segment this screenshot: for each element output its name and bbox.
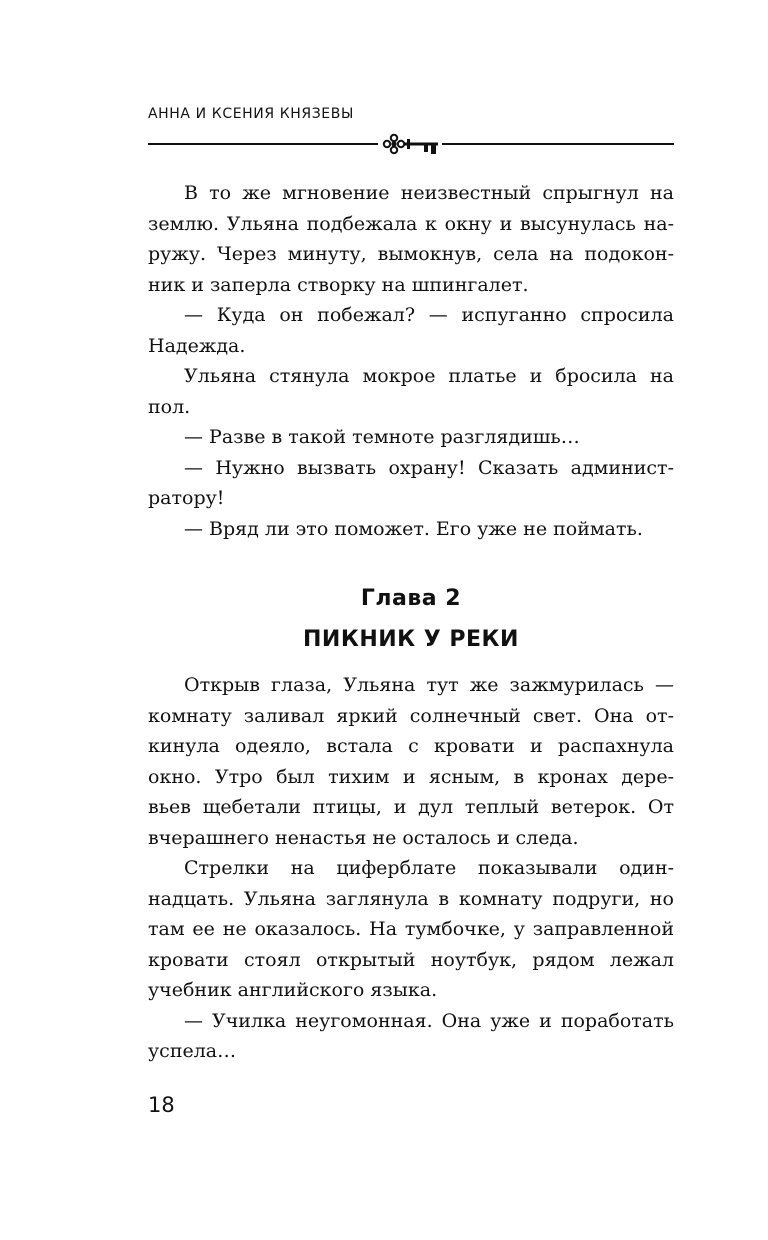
- text-line: В то же мгновение неизвестный спрыгнул на: [184, 182, 674, 204]
- key-icon: [378, 132, 442, 158]
- text-line: вчерашнего ненастья не осталось и следа.: [148, 826, 579, 849]
- text-line: землю. Ульяна подбежала к окну и высунулась на-: [148, 212, 674, 235]
- text-line: вьев щебетали птицы, и дул теплый ветерок. От: [148, 796, 674, 818]
- text-line: комнату заливал яркий солнечный свет. Она от-: [148, 704, 674, 727]
- text-line: пол.: [148, 395, 191, 418]
- text-line: — Разве в такой темноте разглядишь…: [184, 426, 580, 448]
- text-line: — Нужно вызвать охрану! Сказать админист-: [184, 456, 674, 479]
- text-line: там ее не оказалось. На тумбочке, у заправленной: [148, 918, 674, 940]
- text-line: Стрелки на циферблате показывали один-: [184, 857, 674, 879]
- text-line: — Училка неугомонная. Она уже и поработать: [184, 1009, 674, 1032]
- text-line: надцать. Ульяна заглянула в комнату подруги, но: [148, 887, 674, 910]
- text-line: кинула одеяло, встала с кровати и распахнула: [148, 735, 674, 757]
- text-line: — Куда он побежал? — испуганно спросила: [184, 304, 674, 326]
- text-line: ник и заперла створку на шпингалет.: [148, 273, 529, 296]
- text-line: Открыв глаза, Ульяна тут же зажмурилась —: [184, 674, 674, 696]
- text-section-1: [148, 178, 674, 544]
- text-line: окно. Утро был тихим и ясным, в кронах дере-: [148, 765, 674, 788]
- text-line: успела…: [148, 1040, 237, 1062]
- text-line: Надежда.: [148, 334, 246, 357]
- text-section-2: [148, 670, 674, 1067]
- page-number: 18: [148, 1093, 175, 1117]
- chapter-number: Глава 2: [360, 586, 462, 611]
- text-line: Ульяна стянула мокрое платье и бросила на: [184, 365, 674, 387]
- text-line: — Вряд ли это поможет. Его уже не поймать.: [184, 517, 643, 540]
- text-line: ружу. Через минуту, вымокнув, села на подокон-: [148, 243, 674, 265]
- text-line: ратору!: [148, 487, 225, 509]
- chapter-title: ПИКНИК У РЕКИ: [303, 627, 519, 652]
- running-head: АННА И КСЕНИЯ КНЯЗЕВЫ: [148, 106, 354, 122]
- text-line: кровати стоял открытый ноутбук, рядом лежал: [148, 948, 674, 971]
- text-line: учебник английского языка.: [148, 979, 438, 1001]
